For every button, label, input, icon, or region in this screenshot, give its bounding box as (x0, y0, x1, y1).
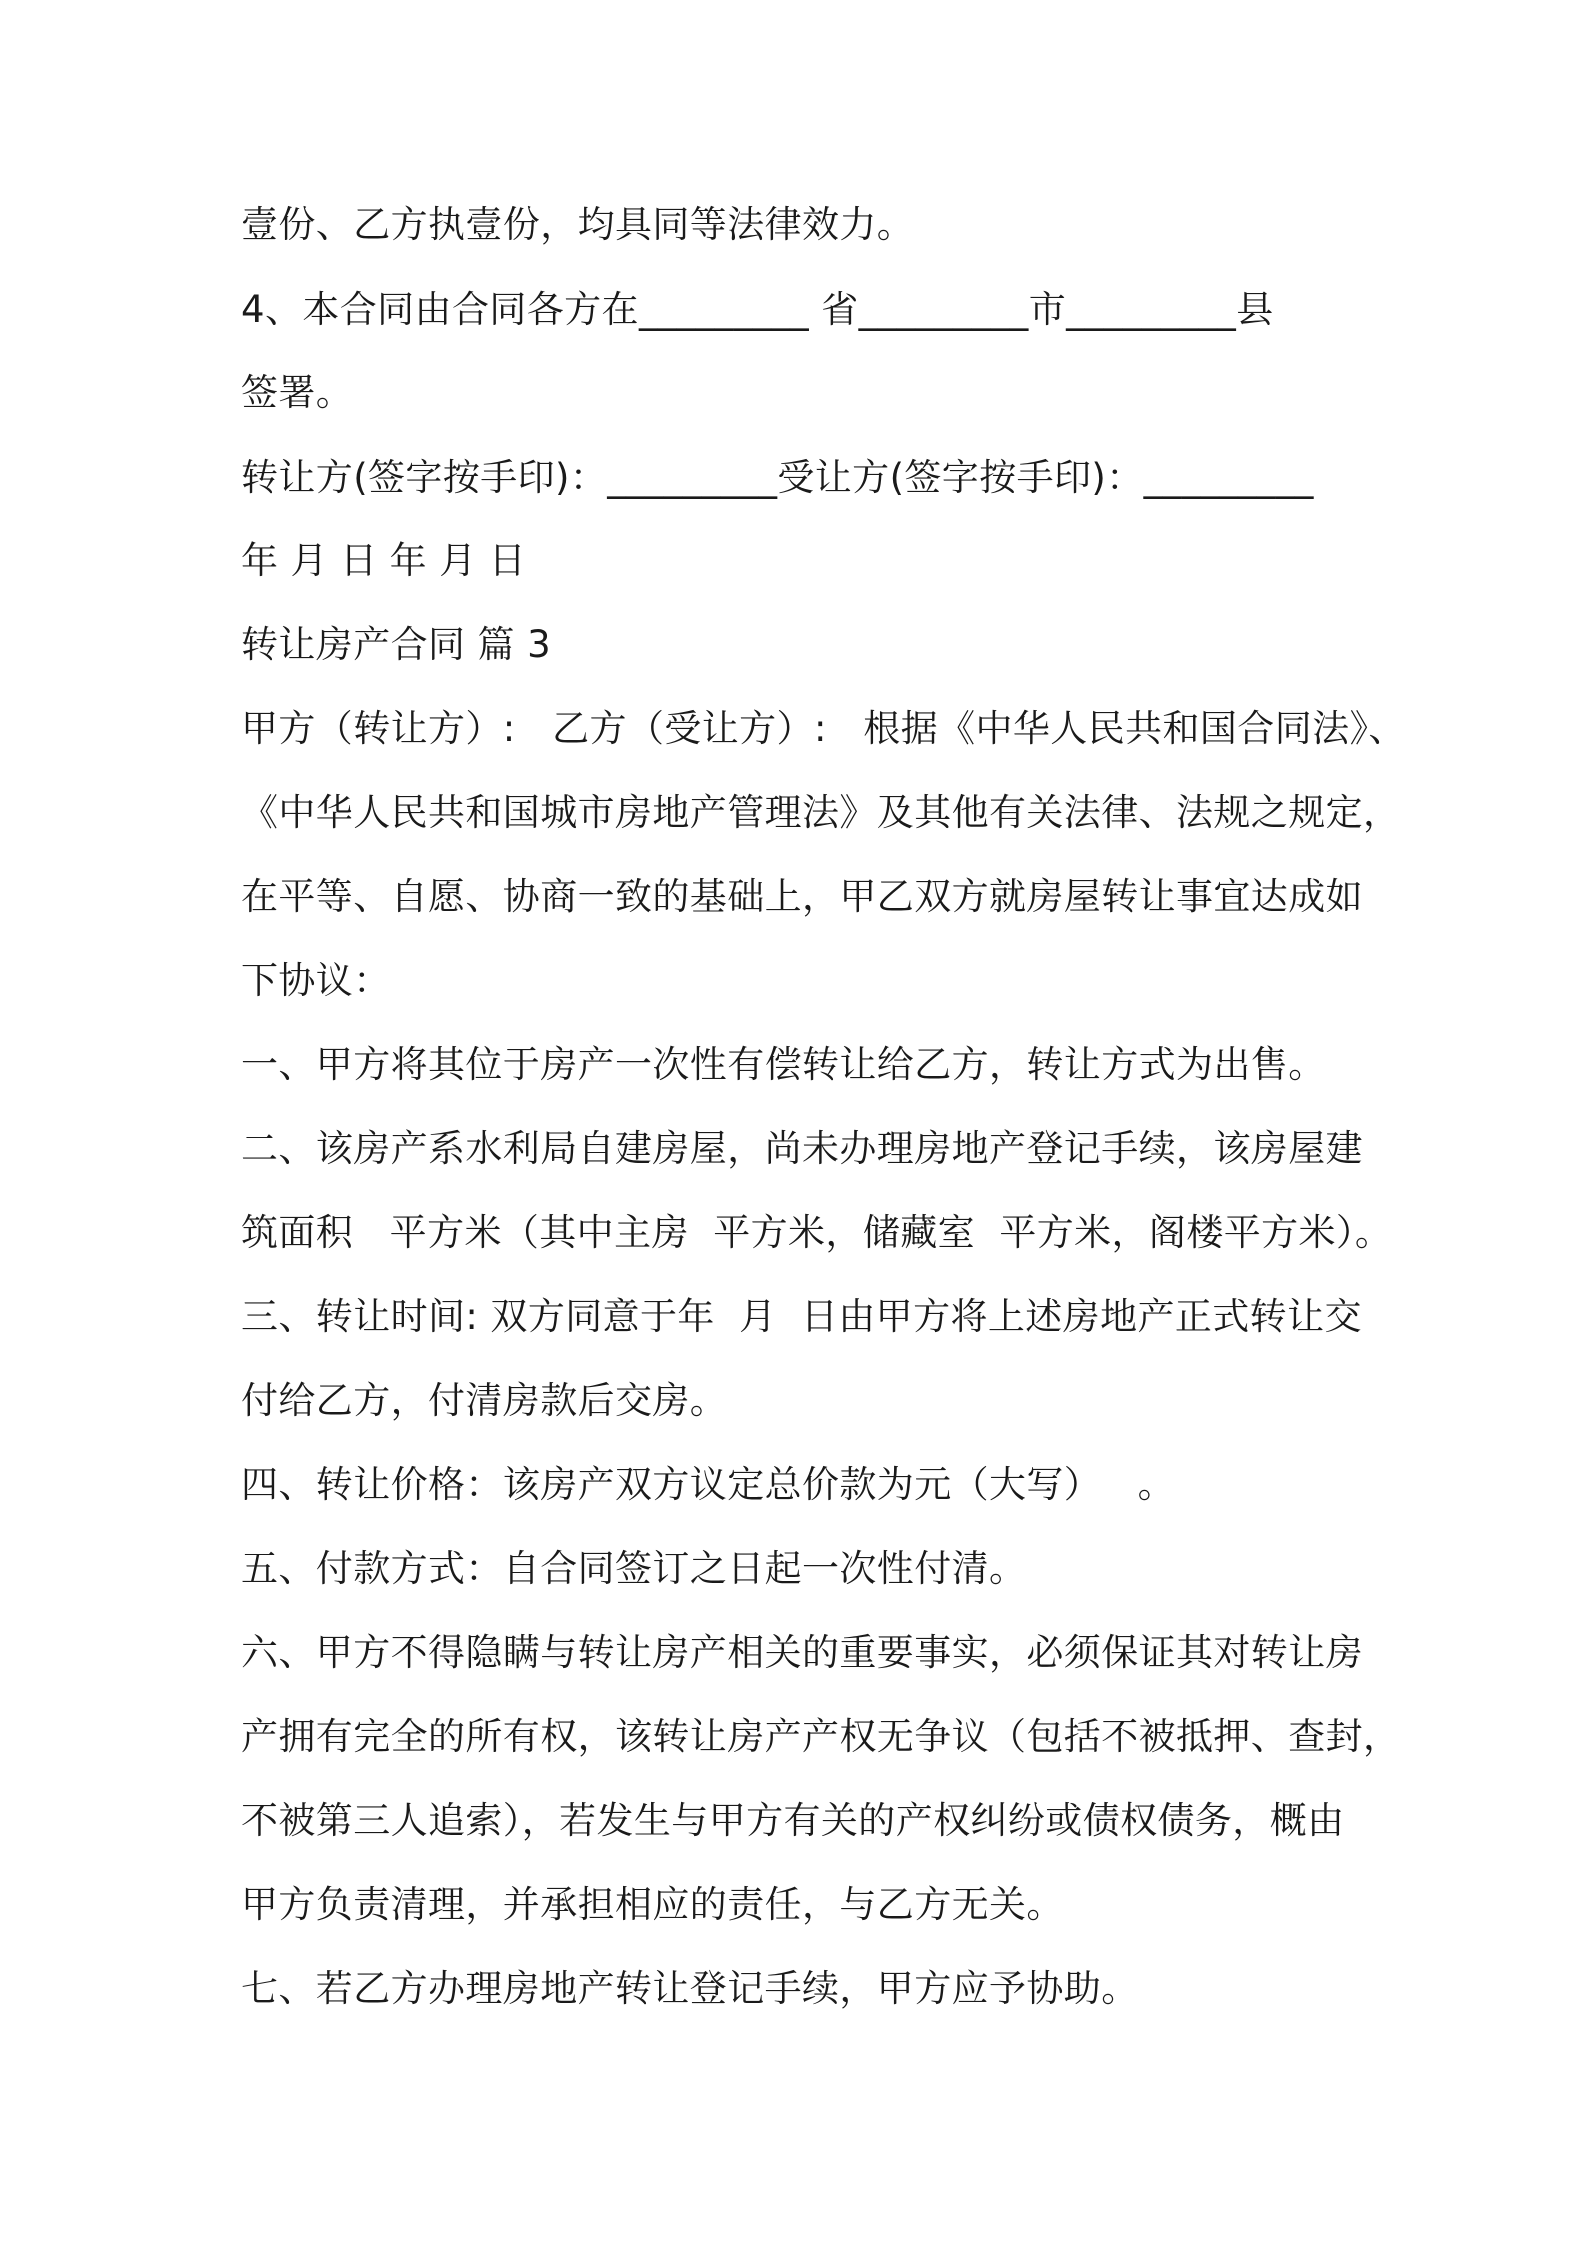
text-line-1: 壹份、乙方执壹份，均具同等法律效力。 (241, 203, 915, 246)
text-line-17: 五、付款方式：自合同签订之日起一次性付清。 (241, 1547, 1027, 1590)
text-line-12: 二、该房产系水利局自建房屋，尚未办理房地产登记手续，该房屋建 (241, 1127, 1363, 1170)
text-line-18: 六、甲方不得隐瞒与转让房产相关的重要事实，必须保证其对转让房 (241, 1631, 1363, 1674)
text-line-2: 4、本合同由合同各方在_________ 省_________市_________县 (241, 288, 1274, 331)
text-line-11: 一、甲方将其位于房产一次性有偿转让给乙方，转让方式为出售。 (241, 1043, 1326, 1086)
text-line-21: 甲方负责清理，并承担相应的责任，与乙方无关。 (241, 1883, 1064, 1926)
text-line-13: 筑面积 平方米（其中主房 平方米，储藏室 平方米，阁楼平方米）。 (241, 1211, 1393, 1254)
text-line-9: 在平等、自愿、协商一致的基础上，甲乙双方就房屋转让事宜达成如 (241, 875, 1363, 918)
text-line-22: 七、若乙方办理房地产转让登记手续，甲方应予协助。 (241, 1967, 1139, 2010)
text-line-8: 《中华人民共和国城市房地产管理法》及其他有关法律、法规之规定， (241, 791, 1401, 834)
text-line-19: 产拥有完全的所有权，该转让房产产权无争议（包括不被抵押、查封， (241, 1715, 1401, 1758)
text-line-16: 四、转让价格：该房产双方议定总价款为元（大写） 。 (241, 1463, 1176, 1506)
text-line-3: 签署。 (241, 371, 354, 414)
text-line-14: 三、转让时间: 双方同意于年 月 日由甲方将上述房地产正式转让交 (241, 1295, 1362, 1338)
text-line-7: 甲方（转让方）: 乙方（受让方）: 根据《中华人民共和国合同法》、 (241, 707, 1406, 750)
text-line-4: 转让方(签字按手印)：_________受让方(签字按手印)：_________ (241, 456, 1314, 499)
text-line-10: 下协议： (241, 959, 391, 1002)
text-line-15: 付给乙方，付清房款后交房。 (241, 1379, 728, 1422)
section-title: 转让房产合同 篇 3 (241, 623, 552, 666)
text-line-20: 不被第三人追索），若发生与甲方有关的产权纠纷或债权债务，概由 (241, 1799, 1345, 1842)
text-line-5: 年 月 日 年 月 日 (241, 539, 527, 582)
